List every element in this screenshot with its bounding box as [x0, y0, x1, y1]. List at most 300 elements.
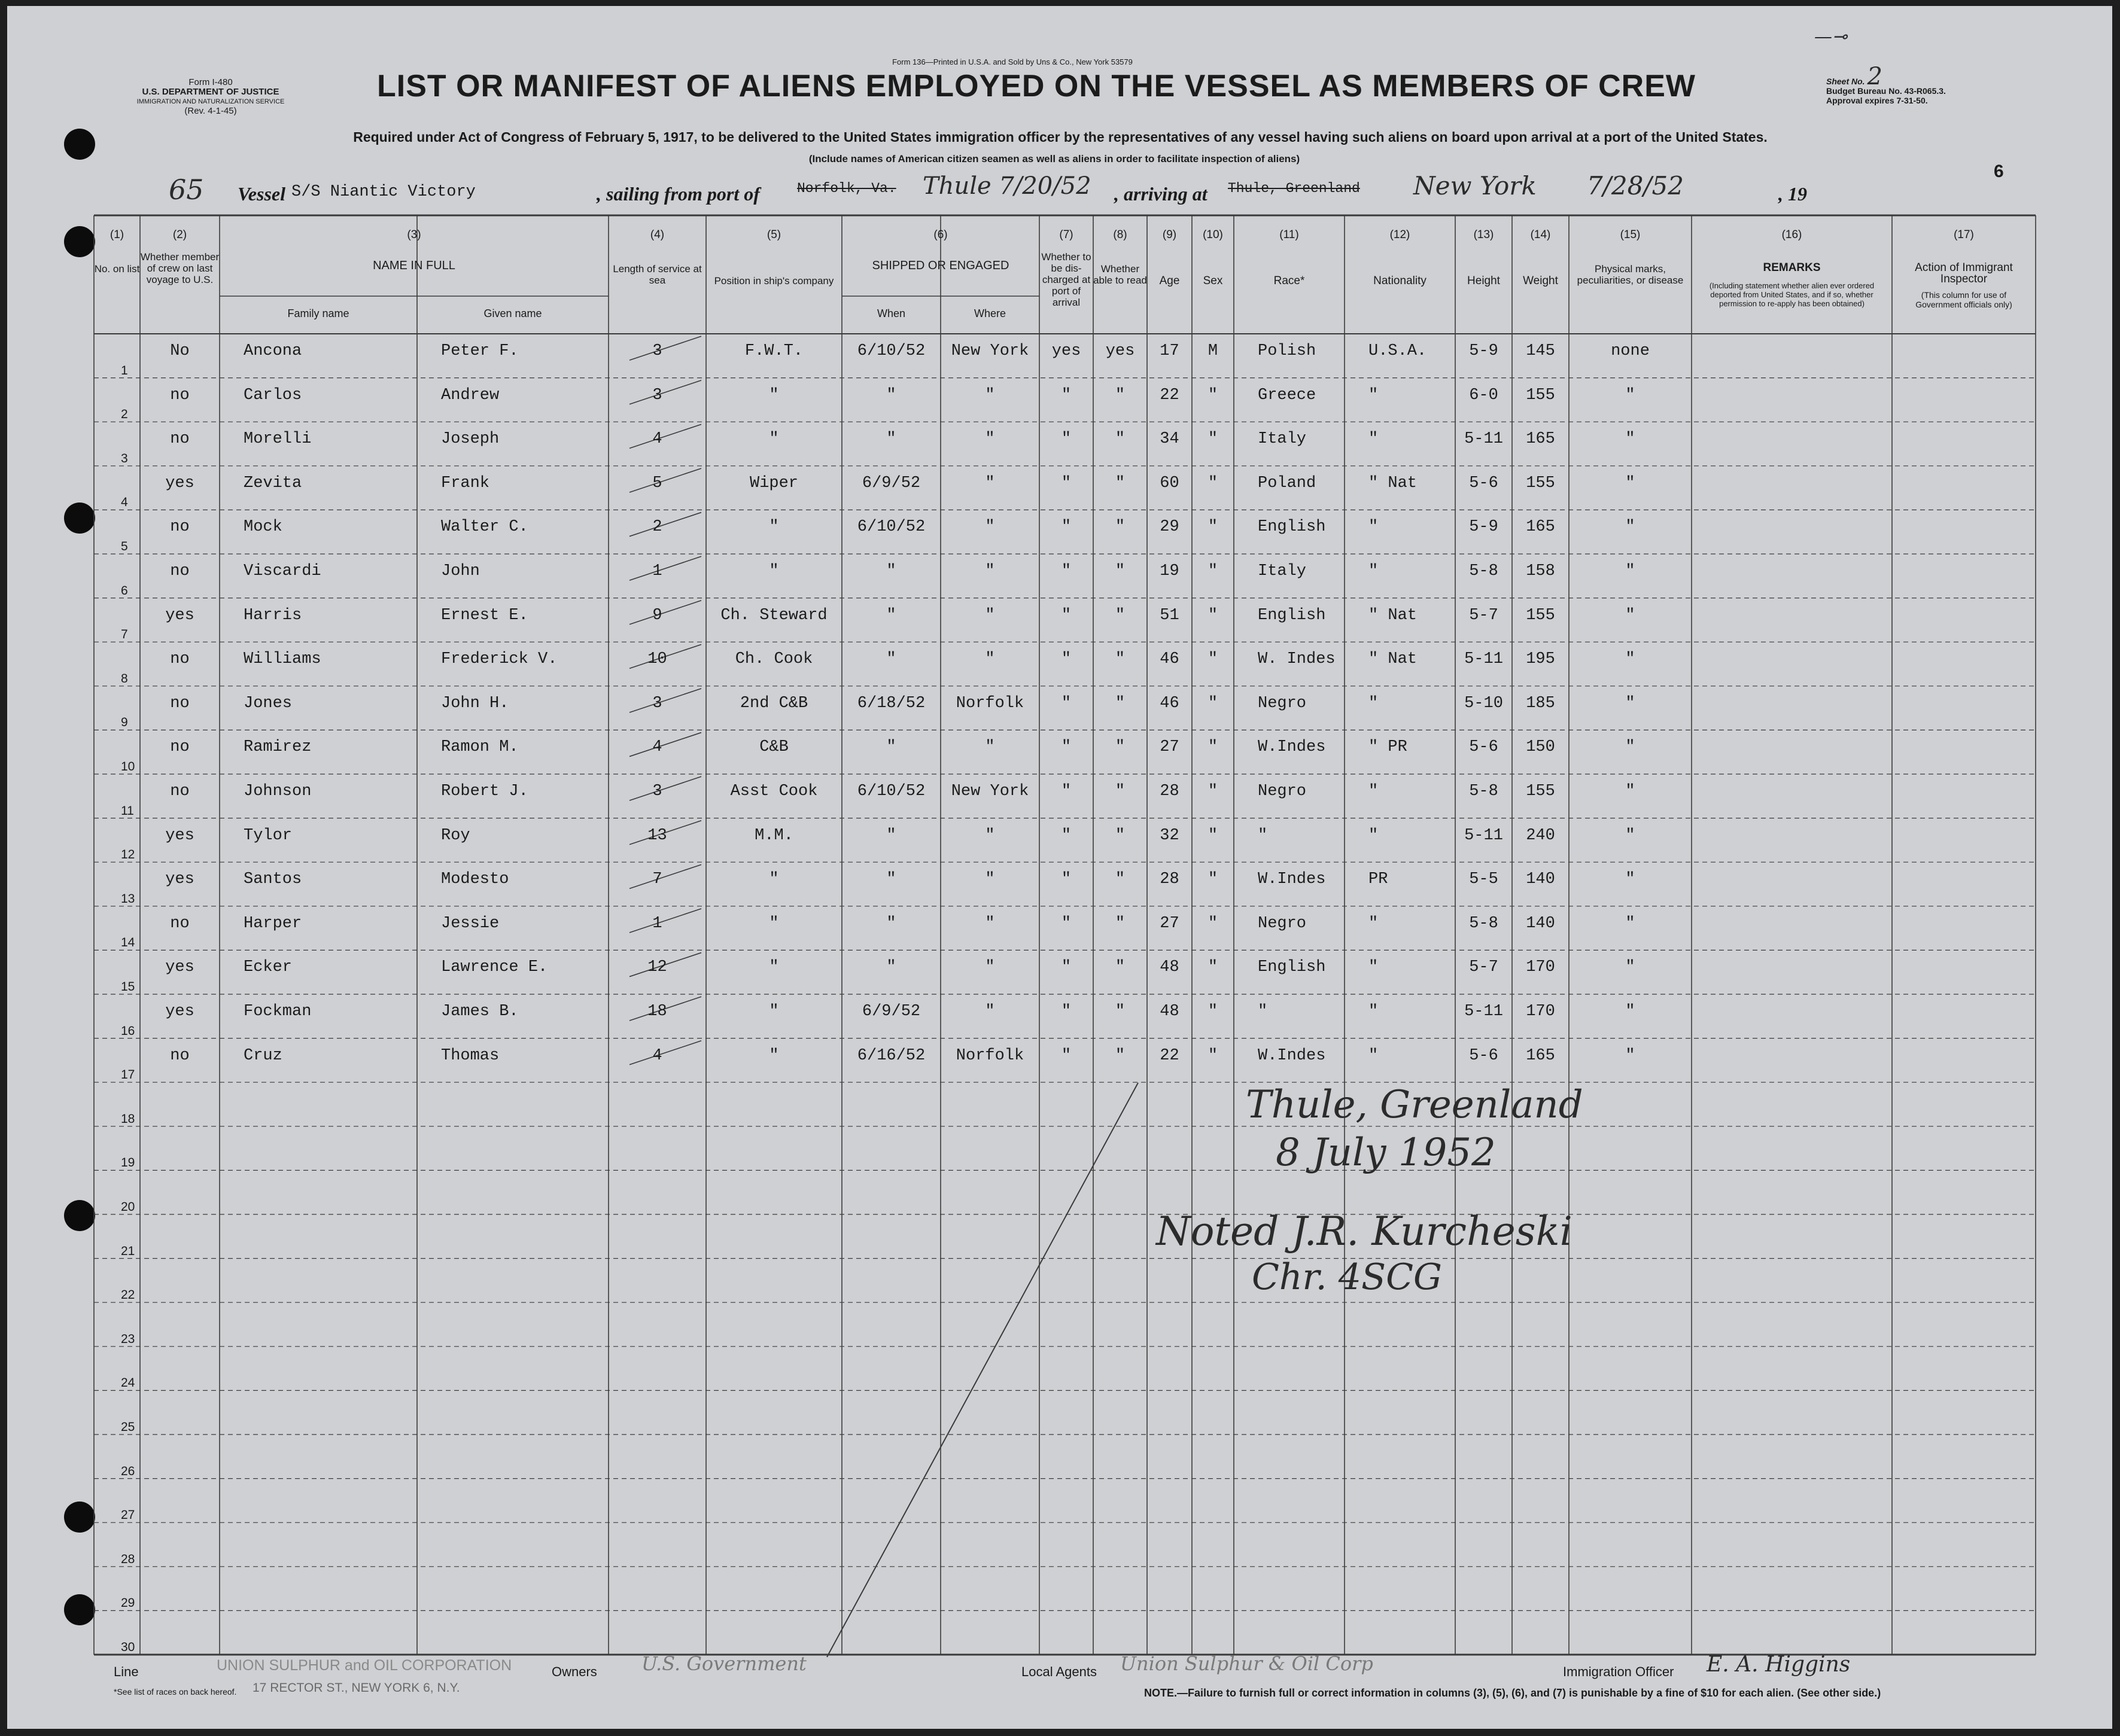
cell-weight: 170 [1526, 958, 1555, 977]
cell-position: " [769, 1046, 779, 1065]
approval-expiry: Approval expires 7-31-50. [1826, 96, 1928, 105]
service-strike [629, 424, 701, 448]
col-name-in-full: NAME IN FULL [373, 259, 455, 272]
cell-family: Johnson [244, 782, 312, 800]
cell-age: 46 [1160, 694, 1179, 712]
cell-sex: " [1207, 914, 1218, 933]
cell-sex: " [1207, 562, 1218, 580]
cell-position: " [769, 518, 779, 537]
annotation-place: Thule, Greenland [1246, 1083, 1583, 1127]
cell-disch: " [1061, 826, 1072, 845]
cell-position: Ch. Cook [735, 650, 813, 669]
cell-service: 4 [652, 1046, 662, 1065]
row-number: 19 [121, 1156, 135, 1170]
cell-disch: " [1061, 474, 1072, 492]
cell-nat: PR [1368, 870, 1388, 889]
col-remarks: REMARKS [1763, 261, 1821, 274]
cell-position: " [769, 914, 779, 933]
column-number: (17) [1954, 229, 1974, 241]
cell-when: 6/16/52 [857, 1046, 926, 1065]
service-strike [629, 776, 701, 800]
cell-weight: 140 [1526, 914, 1555, 933]
row-number: 14 [121, 936, 135, 950]
cell-marks: " [1625, 386, 1635, 404]
cell-disch: " [1061, 958, 1072, 977]
cell-disch: " [1061, 782, 1072, 800]
cell-service: 1 [652, 562, 662, 580]
cell-given: Andrew [441, 386, 500, 404]
cell-last: no [170, 738, 190, 757]
cell-nat: " [1368, 826, 1379, 845]
cell-race: Negro [1258, 914, 1307, 933]
row-number: 21 [121, 1244, 135, 1258]
cell-height: 5-11 [1464, 1003, 1503, 1021]
col-last-voyage: Whether member of crew on last voyage to U.S. [140, 251, 220, 285]
cell-where: " [985, 914, 995, 933]
row-number: 30 [121, 1640, 135, 1654]
cell-age: 48 [1160, 958, 1179, 977]
cell-last: yes [165, 606, 194, 625]
cell-last: no [170, 650, 190, 669]
row-number: 11 [121, 803, 134, 818]
cell-marks: " [1625, 826, 1635, 845]
cell-when: 6/9/52 [862, 474, 921, 492]
col-height: Height [1467, 275, 1500, 287]
cell-when: " [886, 958, 896, 977]
cell-service: 4 [652, 430, 662, 449]
row-number: 15 [121, 980, 135, 994]
cell-marks: " [1625, 650, 1635, 669]
service-strike [629, 909, 701, 933]
cell-given: James B. [441, 1003, 519, 1021]
cell-service: 12 [647, 958, 667, 977]
sailing-label: , sailing from port of [597, 183, 760, 205]
col-discharged: Whether to be dis-charged at port of arrival [1041, 251, 1091, 308]
line-address-stamp: 17 RECTOR ST., NEW YORK 6, N.Y. [253, 1681, 460, 1695]
cell-where: " [985, 606, 995, 625]
cell-when: " [886, 386, 896, 404]
cell-read: " [1115, 694, 1126, 712]
cell-height: 5-10 [1464, 694, 1503, 712]
strike-line [827, 1083, 1138, 1657]
cell-last: no [170, 1046, 190, 1065]
cell-position: 2nd C&B [740, 694, 808, 712]
cell-age: 22 [1160, 386, 1179, 404]
cell-weight: 165 [1526, 1046, 1555, 1065]
cell-where: " [985, 738, 995, 757]
cell-when: 6/10/52 [857, 782, 926, 800]
cell-when: " [886, 738, 896, 757]
cell-when: " [886, 826, 896, 845]
cell-read: " [1115, 870, 1126, 889]
cell-marks: " [1625, 562, 1635, 580]
cell-position: " [769, 386, 779, 404]
cell-disch: " [1061, 694, 1072, 712]
cell-sex: " [1207, 870, 1218, 889]
cell-position: C&B [759, 738, 789, 757]
cell-last: no [170, 518, 190, 537]
cell-marks: " [1625, 518, 1635, 537]
row-number: 10 [121, 760, 135, 773]
cell-height: 5-11 [1464, 826, 1503, 845]
owners-label: Owners [552, 1664, 597, 1679]
printer-line: Form 136—Printed in U.S.A. and Sold by Uns & Co., New York 53579 [892, 57, 1133, 66]
cell-height: 5-6 [1469, 738, 1498, 757]
cell-when: 6/10/52 [857, 342, 926, 360]
cell-marks: " [1625, 914, 1635, 933]
row-number: 23 [121, 1332, 135, 1346]
sheet-label: Sheet No. [1826, 77, 1865, 86]
cell-where: New York [951, 342, 1029, 360]
cell-nat: " [1368, 1046, 1379, 1065]
cell-family: Santos [244, 870, 302, 889]
cell-weight: 165 [1526, 430, 1555, 449]
cell-race: Negro [1258, 782, 1307, 800]
cell-when: " [886, 430, 896, 449]
cell-marks: " [1625, 1003, 1635, 1021]
sheet-number: 2 [1867, 63, 1882, 90]
column-number: (5) [767, 229, 781, 241]
arrival-date-handwritten: 7/28/52 [1587, 171, 1684, 200]
cell-sex: " [1207, 650, 1218, 669]
corner-mark: —⊸ [1814, 26, 1848, 47]
from-port-handwritten: Thule 7/20/52 [923, 172, 1091, 200]
arriving-label: , arriving at [1114, 183, 1207, 205]
row-number: 13 [121, 891, 135, 906]
cell-service: 3 [652, 342, 662, 360]
cell-height: 5-7 [1469, 958, 1498, 977]
cell-where: Norfolk [956, 1046, 1024, 1065]
column-number: (8) [1113, 229, 1127, 241]
row-number: 9 [121, 715, 128, 730]
column-number: (11) [1279, 229, 1299, 241]
cell-family: Carlos [244, 386, 302, 404]
cell-nat: " Nat [1368, 650, 1418, 669]
cell-service: 10 [647, 650, 667, 669]
cell-disch: " [1061, 738, 1072, 757]
cell-service: 3 [652, 386, 662, 404]
service: IMMIGRATION AND NATURALIZATION SERVICE [136, 98, 285, 105]
column-number: (12) [1389, 229, 1410, 241]
cell-service: 13 [647, 826, 667, 845]
cell-family: Fockman [244, 1003, 312, 1021]
cell-given: John [441, 562, 480, 580]
cell-read: " [1115, 606, 1126, 625]
note-line: (Include names of American citizen seamen as well as aliens in order to facilitate inspection of aliens) [808, 153, 1300, 165]
col-nationality: Nationality [1373, 275, 1426, 287]
col-length-of-service: Length of service at sea [613, 263, 702, 286]
cell-weight: 155 [1526, 474, 1555, 492]
cell-read: " [1115, 474, 1126, 492]
margin-mark: 65 [169, 173, 204, 206]
cell-weight: 170 [1526, 1003, 1555, 1021]
cell-disch: yes [1051, 342, 1081, 360]
cell-disch: " [1061, 518, 1072, 537]
cell-weight: 155 [1526, 606, 1555, 625]
cell-age: 22 [1160, 1046, 1179, 1065]
cell-family: Williams [244, 650, 321, 669]
cell-service: 2 [652, 518, 662, 537]
cell-race: Greece [1258, 386, 1316, 404]
cell-where: " [985, 562, 995, 580]
annotation-officer: Chr. 4SCG [1252, 1256, 1442, 1298]
cell-height: 5-8 [1469, 914, 1498, 933]
cell-read: yes [1105, 342, 1135, 360]
col-able-to-read: Whether able to read [1093, 263, 1147, 286]
cell-when: 6/18/52 [857, 694, 926, 712]
cell-race: Italy [1258, 562, 1307, 580]
cell-race: English [1258, 606, 1326, 625]
cell-weight: 155 [1526, 386, 1555, 404]
cell-read: " [1115, 518, 1126, 537]
annotation-noted: Noted J.R. Kurcheski [1156, 1208, 1572, 1254]
cell-family: Ramirez [244, 738, 312, 757]
agents-label: Local Agents [1021, 1664, 1097, 1679]
cell-position: Asst Cook [730, 782, 818, 800]
row-number: 1 [121, 363, 128, 377]
col-shipped-or-engaged: SHIPPED OR ENGAGED [872, 259, 1009, 272]
cell-given: Joseph [441, 430, 500, 449]
cell-nat: " [1368, 562, 1379, 580]
cell-disch: " [1061, 1003, 1072, 1021]
col-action-note: (This column for use of Government officials only) [1915, 290, 2012, 309]
cell-height: 5-9 [1469, 518, 1498, 537]
cell-sex: " [1207, 518, 1218, 537]
cell-last: yes [165, 826, 194, 845]
cell-position: Ch. Steward [720, 606, 828, 625]
service-strike [629, 733, 701, 757]
cell-last: no [170, 430, 190, 449]
cell-sex: " [1207, 430, 1218, 449]
cell-last: no [170, 694, 190, 712]
cell-disch: " [1061, 562, 1072, 580]
corner-number: 6 [1994, 162, 2004, 181]
cell-last: no [170, 386, 190, 404]
cell-where: " [985, 826, 995, 845]
cell-disch: " [1061, 606, 1072, 625]
row-number: 22 [121, 1288, 135, 1302]
cell-family: Morelli [244, 430, 312, 449]
cell-height: 5-6 [1469, 474, 1498, 492]
vessel-name: S/S Niantic Victory [291, 183, 476, 201]
cell-race: English [1258, 518, 1326, 537]
cell-nat: " [1368, 430, 1379, 449]
cell-sex: " [1207, 606, 1218, 625]
col-weight: Weight [1523, 275, 1558, 287]
row-number: 2 [121, 407, 128, 422]
cell-nat: " [1368, 694, 1379, 712]
service-strike [629, 380, 701, 404]
col-action: Action of Immigrant Inspector [1915, 261, 2013, 285]
cell-sex: " [1207, 826, 1218, 845]
cell-read: " [1115, 782, 1126, 800]
cell-position: F.W.T. [744, 342, 804, 360]
column-number: (1) [110, 229, 124, 241]
col-where: Where [974, 307, 1006, 319]
row-number: 26 [121, 1464, 135, 1478]
cell-age: 48 [1160, 1003, 1179, 1021]
cell-marks: " [1625, 782, 1635, 800]
column-number: (4) [650, 229, 665, 241]
cell-given: Walter C. [441, 518, 528, 537]
cell-last: No [170, 342, 190, 360]
cell-family: Viscardi [244, 562, 321, 580]
cell-race: Italy [1258, 430, 1307, 449]
owners-value: U.S. Government [641, 1652, 807, 1675]
column-number: (6) [933, 229, 948, 241]
cell-family: Ecker [244, 958, 293, 977]
cell-marks: " [1625, 958, 1635, 977]
cell-last: no [170, 914, 190, 933]
col-no-on-list: No. on list [94, 263, 140, 275]
cell-race: W.Indes [1258, 738, 1326, 757]
service-strike [629, 601, 701, 625]
cell-height: 5-6 [1469, 1046, 1498, 1065]
col-remarks-note: (Including statement whether alien ever ordered deported from United States, and if so, whether permission to re-apply has been obtained) [1709, 281, 1875, 308]
cell-position: Wiper [749, 474, 799, 492]
cell-sex: " [1207, 474, 1218, 492]
cell-last: yes [165, 1003, 194, 1021]
row-number: 28 [121, 1552, 135, 1566]
year-label: , 19 [1778, 183, 1807, 205]
manifest-sheet [7, 6, 2112, 1729]
column-number: (10) [1203, 229, 1223, 241]
cell-last: yes [165, 958, 194, 977]
cell-read: " [1115, 914, 1126, 933]
cell-where: " [985, 958, 995, 977]
cell-disch: " [1061, 430, 1072, 449]
cell-sex: M [1207, 342, 1218, 360]
cell-family: Cruz [244, 1046, 282, 1065]
cell-given: Jessie [441, 914, 500, 933]
department: U.S. DEPARTMENT OF JUSTICE [142, 87, 279, 97]
row-number: 29 [121, 1596, 135, 1610]
cell-service: 5 [652, 474, 662, 492]
cell-sex: " [1207, 782, 1218, 800]
cell-age: 60 [1160, 474, 1179, 492]
from-port-struck: Norfolk, Va. [797, 181, 896, 196]
cell-position: " [769, 870, 779, 889]
column-number: (16) [1781, 229, 1802, 241]
cell-sex: " [1207, 694, 1218, 712]
fine-note: NOTE.—Failure to furnish full or correct information in columns (3), (5), (6), and (7) is punishable by a fine of $10 for each alien. (See other side.) [1144, 1687, 1881, 1699]
cell-last: no [170, 562, 190, 580]
vessel-label: Vessel [238, 183, 285, 205]
cell-read: " [1115, 562, 1126, 580]
cell-age: 34 [1160, 430, 1179, 449]
cell-given: John H. [441, 694, 509, 712]
cell-weight: 165 [1526, 518, 1555, 537]
col-family-name: Family name [287, 307, 349, 319]
cell-age: 46 [1160, 650, 1179, 669]
cell-where: New York [951, 782, 1029, 800]
cell-race: Polish [1258, 342, 1316, 360]
service-strike [629, 513, 701, 537]
cell-given: Ernest E. [441, 606, 528, 625]
cell-race: " [1258, 1003, 1268, 1021]
subtitle: Required under Act of Congress of February 5, 1917, to be delivered to the United States immigration officer by the representatives of any vessel having such aliens on board upon arrival at a port of the United States. [353, 129, 1768, 145]
cell-given: Modesto [441, 870, 509, 889]
service-strike [629, 468, 701, 492]
cell-sex: " [1207, 1046, 1218, 1065]
cell-height: 5-11 [1464, 430, 1503, 449]
cell-disch: " [1061, 650, 1072, 669]
arriving-handwritten: New York [1413, 171, 1537, 200]
cell-marks: " [1625, 1046, 1635, 1065]
col-race: Race* [1273, 275, 1305, 287]
cell-read: " [1115, 1046, 1126, 1065]
col-position: Position in ship's company [714, 275, 834, 287]
cell-nat: " Nat [1368, 606, 1418, 625]
cell-when: " [886, 606, 896, 625]
cell-height: 5-8 [1469, 562, 1498, 580]
cell-where: " [985, 430, 995, 449]
service-strike [629, 1041, 701, 1065]
cell-position: " [769, 1003, 779, 1021]
cell-given: Peter F. [441, 342, 519, 360]
agents-value: Union Sulphur & Oil Corp [1120, 1652, 1373, 1675]
cell-where: " [985, 474, 995, 492]
column-number: (3) [407, 229, 421, 241]
cell-disch: " [1061, 386, 1072, 404]
service-strike [629, 336, 701, 360]
cell-race: W. Indes [1258, 650, 1336, 669]
row-number: 8 [121, 671, 128, 686]
row-number: 25 [121, 1420, 135, 1434]
row-number: 12 [121, 848, 135, 862]
cell-read: " [1115, 650, 1126, 669]
row-number: 17 [121, 1068, 135, 1082]
column-number: (9) [1162, 229, 1177, 241]
cell-age: 17 [1160, 342, 1179, 360]
column-number: (7) [1059, 229, 1073, 241]
cell-when: " [886, 914, 896, 933]
annotation-date: 8 July 1952 [1276, 1131, 1496, 1175]
cell-race: English [1258, 958, 1326, 977]
cell-nat: U.S.A. [1368, 342, 1427, 360]
cell-position: M.M. [755, 826, 793, 845]
cell-when: " [886, 870, 896, 889]
cell-disch: " [1061, 914, 1072, 933]
cell-nat: " [1368, 1003, 1379, 1021]
cell-service: 3 [652, 694, 662, 712]
row-number: 18 [121, 1111, 135, 1126]
cell-height: 5-11 [1464, 650, 1503, 669]
cell-age: 32 [1160, 826, 1179, 845]
budget-number: Budget Bureau No. 43-R065.3. [1826, 86, 1946, 96]
cell-height: 5-7 [1469, 606, 1498, 625]
cell-height: 5-5 [1469, 870, 1498, 889]
cell-position: " [769, 562, 779, 580]
cell-service: 18 [647, 1003, 667, 1021]
cell-marks: " [1625, 738, 1635, 757]
cell-marks: " [1625, 606, 1635, 625]
column-number: (13) [1473, 229, 1494, 241]
cell-service: 9 [652, 606, 662, 625]
cell-sex: " [1207, 738, 1218, 757]
cell-age: 51 [1160, 606, 1179, 625]
cell-family: Zevita [244, 474, 302, 492]
cell-read: " [1115, 1003, 1126, 1021]
cell-nat: " [1368, 782, 1379, 800]
cell-weight: 195 [1526, 650, 1555, 669]
column-number: (2) [172, 229, 187, 241]
cell-nat: " PR [1368, 738, 1407, 757]
cell-disch: " [1061, 870, 1072, 889]
form-number: Form I-480 [188, 77, 233, 87]
cell-age: 28 [1160, 782, 1179, 800]
cell-sex: " [1207, 958, 1218, 977]
